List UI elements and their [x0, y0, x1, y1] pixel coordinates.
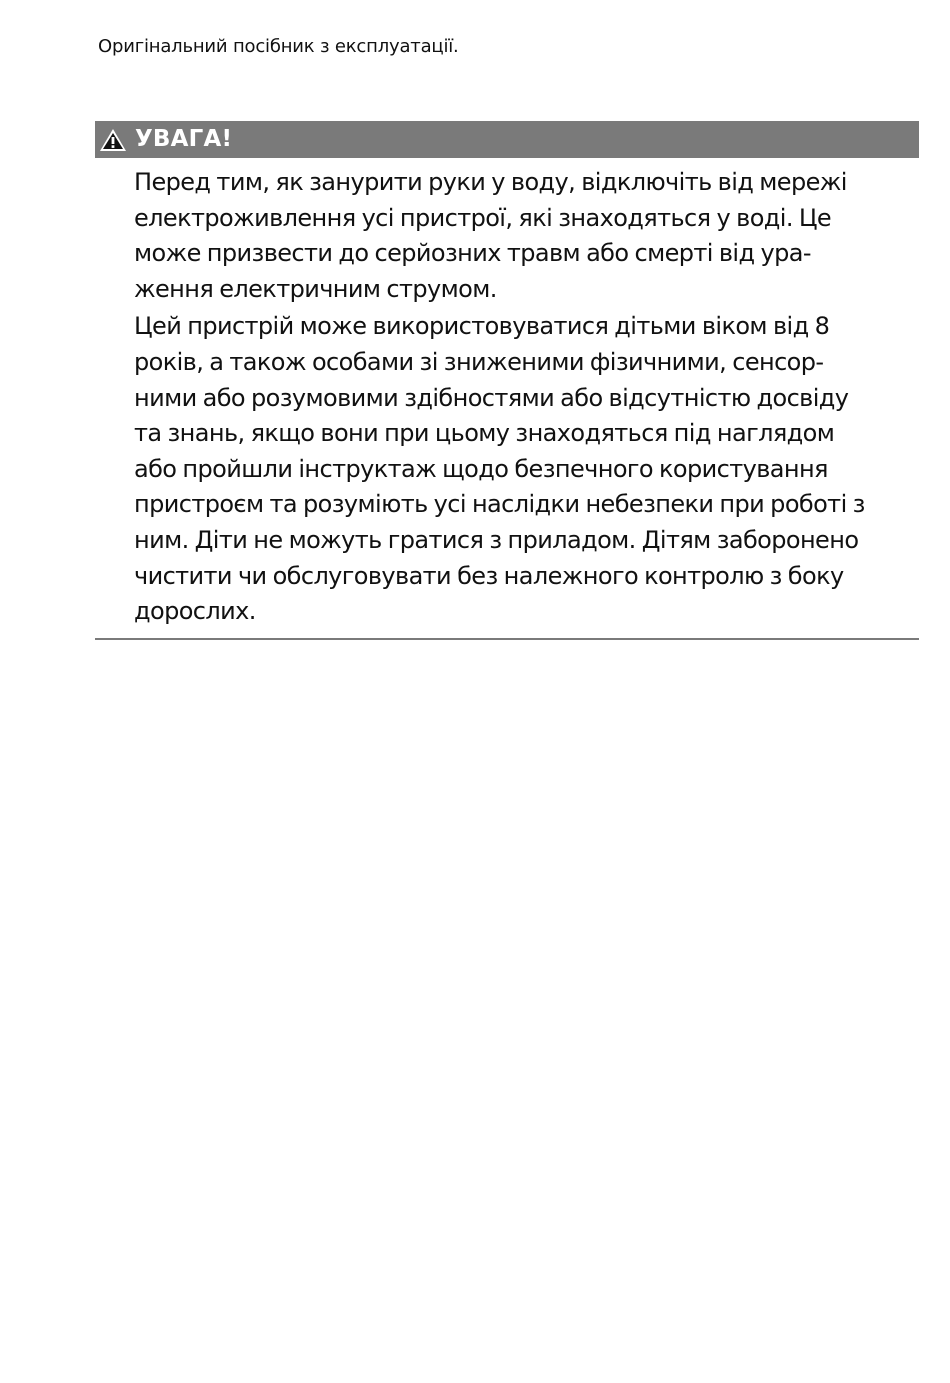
- text-line: та знань, якщо вони при цьому знаходяться під наглядом: [134, 419, 835, 448]
- warning-body: [95, 158, 919, 630]
- text-line: може призвести до серйозних травм або смерті від ура-: [134, 239, 811, 268]
- text-line: років, а також особами зі зниженими фізичними, сенсор-: [134, 347, 824, 376]
- text-line: ження електричним струмом.: [134, 274, 497, 303]
- text-line: Цей пристрій може використовуватися дітьми віком від 8: [134, 312, 830, 341]
- text-line: дорослих.: [134, 597, 256, 626]
- text-line: пристроєм та розуміють усі наслідки небезпеки при роботі з: [134, 490, 865, 519]
- text-line: Перед тим, як занурити руки у воду, відключіть від мережі: [134, 168, 847, 196]
- warning-bottom-divider: [95, 638, 919, 640]
- text-line: електроживлення усі пристрої, які знаходяться у воді. Це: [134, 203, 832, 232]
- warning-title-bar: [95, 121, 919, 158]
- text-line: ним. Діти не можуть гратися з приладом. Дітям заборонено: [134, 525, 859, 554]
- warning-block: [95, 121, 919, 640]
- warning-triangle-icon: [99, 128, 127, 152]
- warning-paragraph-electric: [134, 165, 919, 307]
- text-line: або пройшли інструктаж щодо безпечного користування: [134, 454, 828, 483]
- warning-title: УВАГА!: [135, 126, 233, 152]
- text-line: ними або розумовими здібностями або відсутністю досвіду: [134, 383, 849, 412]
- text-line: чистити чи обслуговувати без належного контролю з боку: [134, 561, 844, 590]
- document-header: Оригінальний посібник з експлуатації.: [98, 36, 459, 57]
- warning-paragraph-children: [134, 309, 919, 629]
